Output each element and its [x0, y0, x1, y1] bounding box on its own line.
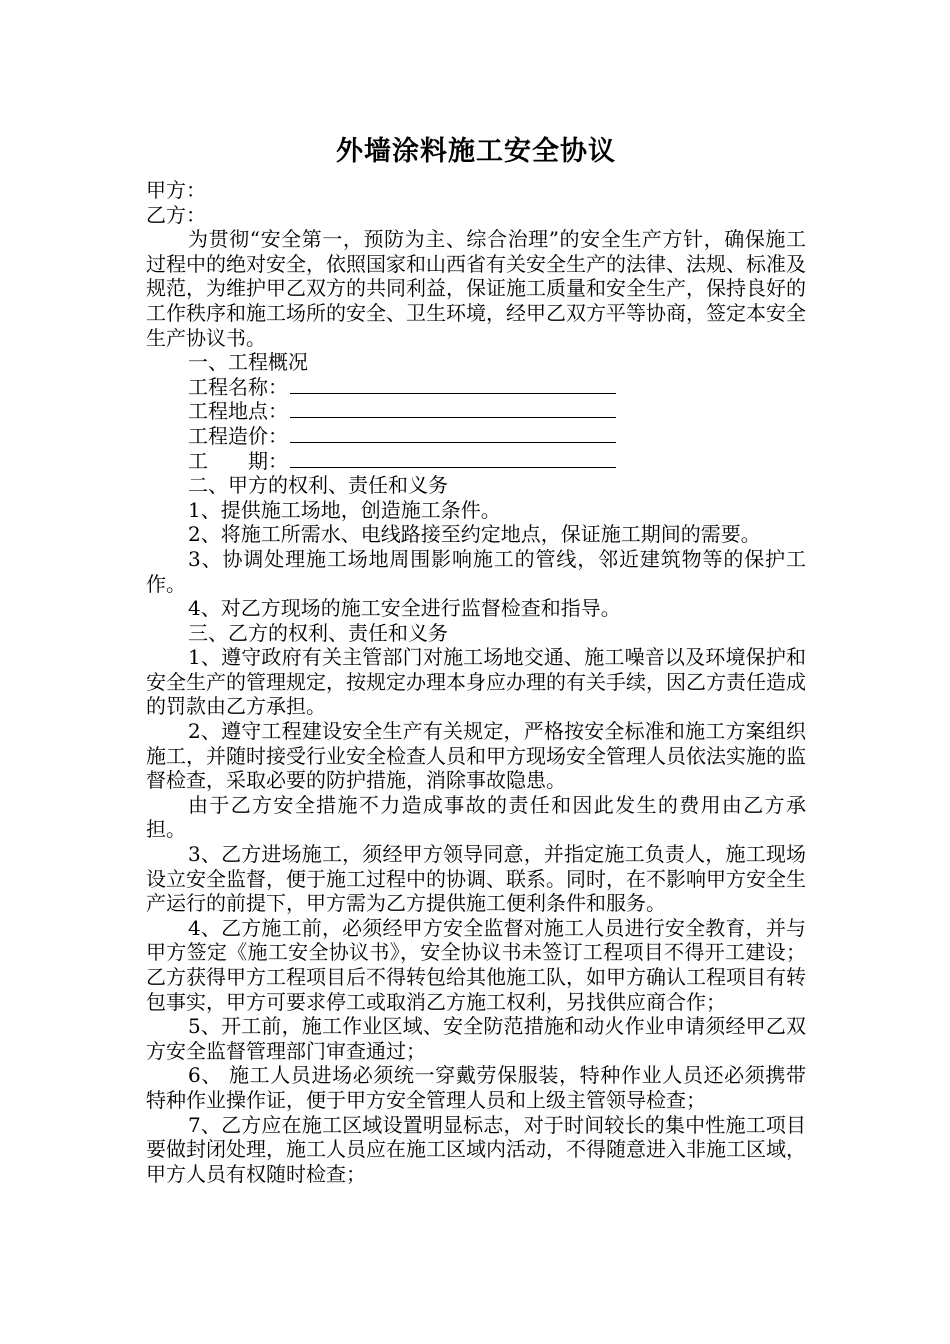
section-1-heading: 一、工程概况: [188, 350, 308, 375]
fill-in-blank: [290, 424, 616, 443]
field-project-duration: [146, 449, 806, 474]
section-2-item: 1、提供施工场地，创造施工条件。: [188, 497, 501, 522]
fill-in-blank: [290, 375, 616, 394]
section-3-item: 5、开工前，施工作业区域、安全防范措施和动火作业申请须经甲乙双方安全监督管理部门审查通过；: [146, 1014, 806, 1063]
field-label: 工程名称：: [188, 374, 288, 399]
field-label: 工程地点：: [188, 399, 288, 424]
party-b-label: 乙方：: [146, 202, 206, 227]
field-label: 工程造价：: [188, 423, 288, 448]
section-3-item: 6、 施工人员进场必须统一穿戴劳保服装，特种作业人员还必须携带特种作业操作证，便于甲方安全管理人员和上级主管领导检查；: [146, 1063, 806, 1112]
section-2-heading: 二、甲方的权利、责任和义务: [188, 473, 448, 498]
field-label: 工 期：: [188, 448, 288, 473]
section-2-item: 4、对乙方现场的施工安全进行监督检查和指导。: [188, 596, 621, 621]
fill-in-blank: [290, 449, 616, 468]
field-project-name: [146, 375, 806, 400]
section-3-item: 由于乙方安全措施不力造成事故的责任和因此发生的费用由乙方承担。: [146, 792, 806, 842]
section-3-item: 4、乙方施工前，必须经甲方安全监督对施工人员进行安全教育，并与甲方签定《施工安全协议书》，安全协议书未签订工程项目不得开工建设；乙方获得甲方工程项目后不得转包给其他施工队，如甲方确认工程项目有转包事实，甲方可要求停工或取消乙方施工权利，另找供应商合作；: [146, 915, 806, 1014]
section-3-item: 1、遵守政府有关主管部门对施工场地交通、施工噪音以及环境保护和安全生产的管理规定，按规定办理本身应办理的有关手续，因乙方责任造成的罚款由乙方承担。: [146, 645, 806, 719]
section-3-heading: 三、乙方的权利、责任和义务: [188, 620, 448, 645]
field-project-cost: [146, 424, 806, 449]
party-a-label: 甲方：: [146, 178, 206, 202]
section-2-item: 2、将施工所需水、电线路接至约定地点，保证施工期间的需要。: [188, 522, 761, 547]
section-3-item: 2、遵守工程建设安全生产有关规定，严格按安全标准和施工方案组织施工，并随时接受行业安全检查人员和甲方现场安全管理人员依法实施的监督检查，采取必要的防护措施，消除事故隐患。: [146, 719, 806, 793]
section-3-item: 3、乙方进场施工，须经甲方领导同意，并指定施工负责人，施工现场设立安全监督，便于施工过程中的协调、联系。同时，在不影响甲方安全生产运行的前提下，甲方需为乙方提供施工便利条件和服务。: [146, 842, 806, 916]
fill-in-blank: [290, 399, 616, 418]
section-2-item: 3、协调处理施工场地周围影响施工的管线，邻近建筑物等的保护工作。: [146, 546, 806, 596]
intro-paragraph: 为贯彻“安全第一，预防为主、综合治理”的安全生产方针，确保施工过程中的绝对安全，依照国家和山西省有关安全生产的法律、法规、标准及规范，为维护甲乙双方的共同利益，保证施工质量和安全生产，保持良好的工作秩序和施工场所的安全、卫生环境，经甲乙双方平等协商，签定本安全生产协议书。: [146, 227, 806, 350]
section-3-item: 7、乙方应在施工区域设置明显标志，对于时间较长的集中性施工项目要做封闭处理，施工人员应在施工区域内活动，不得随意进入非施工区域，甲方人员有权随时检查；: [146, 1112, 806, 1186]
document-page: [146, 132, 806, 1186]
document-title: 外墙涂料施工安全协议: [336, 136, 616, 167]
field-project-location: [146, 399, 806, 424]
